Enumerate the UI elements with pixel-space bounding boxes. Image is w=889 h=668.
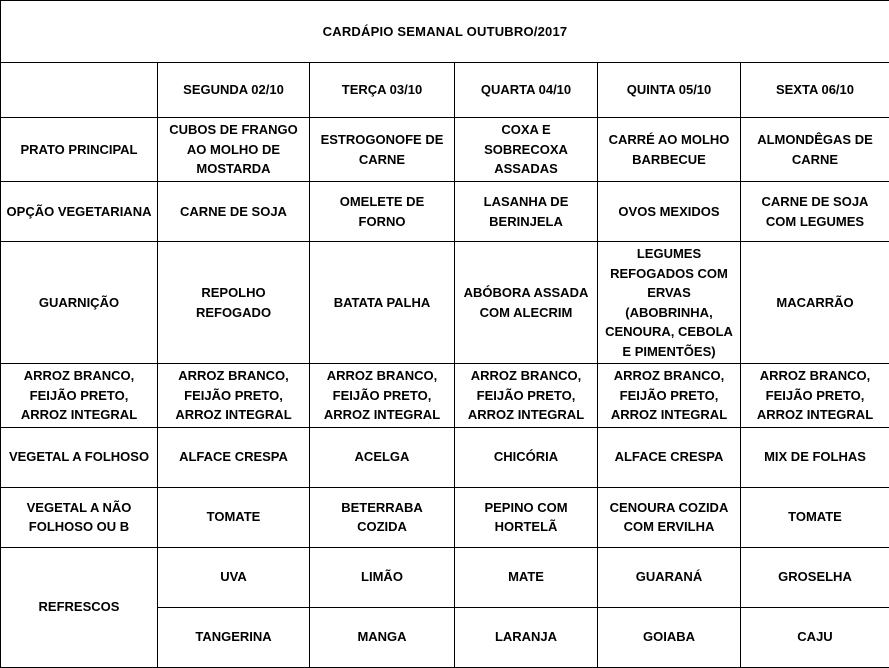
menu-cell: PEPINO COM HORTELÃ [455, 487, 598, 547]
table-row-opcao-vegetariana [1, 182, 889, 242]
table-row-vegetal-nao-folhoso [1, 487, 889, 547]
menu-cell: TOMATE [741, 487, 889, 547]
menu-cell: CARNE DE SOJA [158, 182, 310, 242]
row-label-opcao-vegetariana: OPÇÃO VEGETARIANA [1, 182, 158, 242]
menu-cell: CHICÓRIA [455, 427, 598, 487]
menu-cell: ARROZ BRANCO, FEIJÃO PRETO, ARROZ INTEGRAL [741, 364, 889, 428]
menu-cell: ARROZ BRANCO, FEIJÃO PRETO, ARROZ INTEGRAL [598, 364, 741, 428]
menu-cell: ALFACE CRESPA [158, 427, 310, 487]
table-row-arroz-feijao [1, 364, 889, 428]
menu-cell: CUBOS DE FRANGO AO MOLHO DE MOSTARDA [158, 118, 310, 182]
menu-cell: ABÓBORA ASSADA COM ALECRIM [455, 242, 598, 364]
menu-cell: LASANHA DE BERINJELA [455, 182, 598, 242]
menu-cell: ARROZ BRANCO, FEIJÃO PRETO, ARROZ INTEGRAL [455, 364, 598, 428]
menu-cell: REPOLHO REFOGADO [158, 242, 310, 364]
row-label-guarnicao: GUARNIÇÃO [1, 242, 158, 364]
table-row-prato-principal [1, 118, 889, 182]
menu-cell: CARRÉ AO MOLHO BARBECUE [598, 118, 741, 182]
row-label-prato-principal: PRATO PRINCIPAL [1, 118, 158, 182]
menu-cell: GOIABA [598, 607, 741, 667]
corner-cell [1, 63, 158, 118]
menu-cell: GUARANÁ [598, 547, 741, 607]
menu-cell: MIX DE FOLHAS [741, 427, 889, 487]
menu-cell: CENOURA COZIDA COM ERVILHA [598, 487, 741, 547]
table-row-vegetal-folhoso [1, 427, 889, 487]
column-header-sexta: SEXTA 06/10 [741, 63, 889, 118]
menu-cell: TOMATE [158, 487, 310, 547]
menu-cell: CAJU [741, 607, 889, 667]
menu-cell: COXA E SOBRECOXA ASSADAS [455, 118, 598, 182]
menu-cell: ARROZ BRANCO, FEIJÃO PRETO, ARROZ INTEGRAL [310, 364, 455, 428]
menu-cell: TANGERINA [158, 607, 310, 667]
menu-cell: OVOS MEXIDOS [598, 182, 741, 242]
table-row-guarnicao [1, 242, 889, 364]
row-label-vegetal-nao-folhoso: VEGETAL A NÃO FOLHOSO OU B [1, 487, 158, 547]
menu-cell: UVA [158, 547, 310, 607]
menu-cell: OMELETE DE FORNO [310, 182, 455, 242]
menu-cell: BETERRABA COZIDA [310, 487, 455, 547]
menu-cell: BATATA PALHA [310, 242, 455, 364]
menu-cell: ESTROGONOFE DE CARNE [310, 118, 455, 182]
column-header-terca: TERÇA 03/10 [310, 63, 455, 118]
menu-cell: ALFACE CRESPA [598, 427, 741, 487]
menu-cell: GROSELHA [741, 547, 889, 607]
page-title: CARDÁPIO SEMANAL OUTUBRO/2017 [1, 1, 889, 63]
menu-cell: MATE [455, 547, 598, 607]
row-label-arroz-feijao: ARROZ BRANCO, FEIJÃO PRETO, ARROZ INTEGRAL [1, 364, 158, 428]
row-label-vegetal-folhoso: VEGETAL A FOLHOSO [1, 427, 158, 487]
table-row-refrescos-1 [1, 547, 889, 607]
menu-cell: ACELGA [310, 427, 455, 487]
menu-cell: MANGA [310, 607, 455, 667]
column-header-quarta: QUARTA 04/10 [455, 63, 598, 118]
menu-cell: CARNE DE SOJA COM LEGUMES [741, 182, 889, 242]
menu-cell: ALMONDÊGAS DE CARNE [741, 118, 889, 182]
column-header-quinta: QUINTA 05/10 [598, 63, 741, 118]
column-header-segunda: SEGUNDA 02/10 [158, 63, 310, 118]
menu-cell: MACARRÃO [741, 242, 889, 364]
title-row [1, 1, 889, 63]
menu-cell: LIMÃO [310, 547, 455, 607]
menu-cell: ARROZ BRANCO, FEIJÃO PRETO, ARROZ INTEGRAL [158, 364, 310, 428]
menu-cell: LEGUMES REFOGADOS COM ERVAS (ABOBRINHA, CENOURA, CEBOLA E PIMENTÕES) [598, 242, 741, 364]
header-row [1, 63, 889, 118]
row-label-refrescos: REFRESCOS [1, 547, 158, 667]
menu-cell: LARANJA [455, 607, 598, 667]
